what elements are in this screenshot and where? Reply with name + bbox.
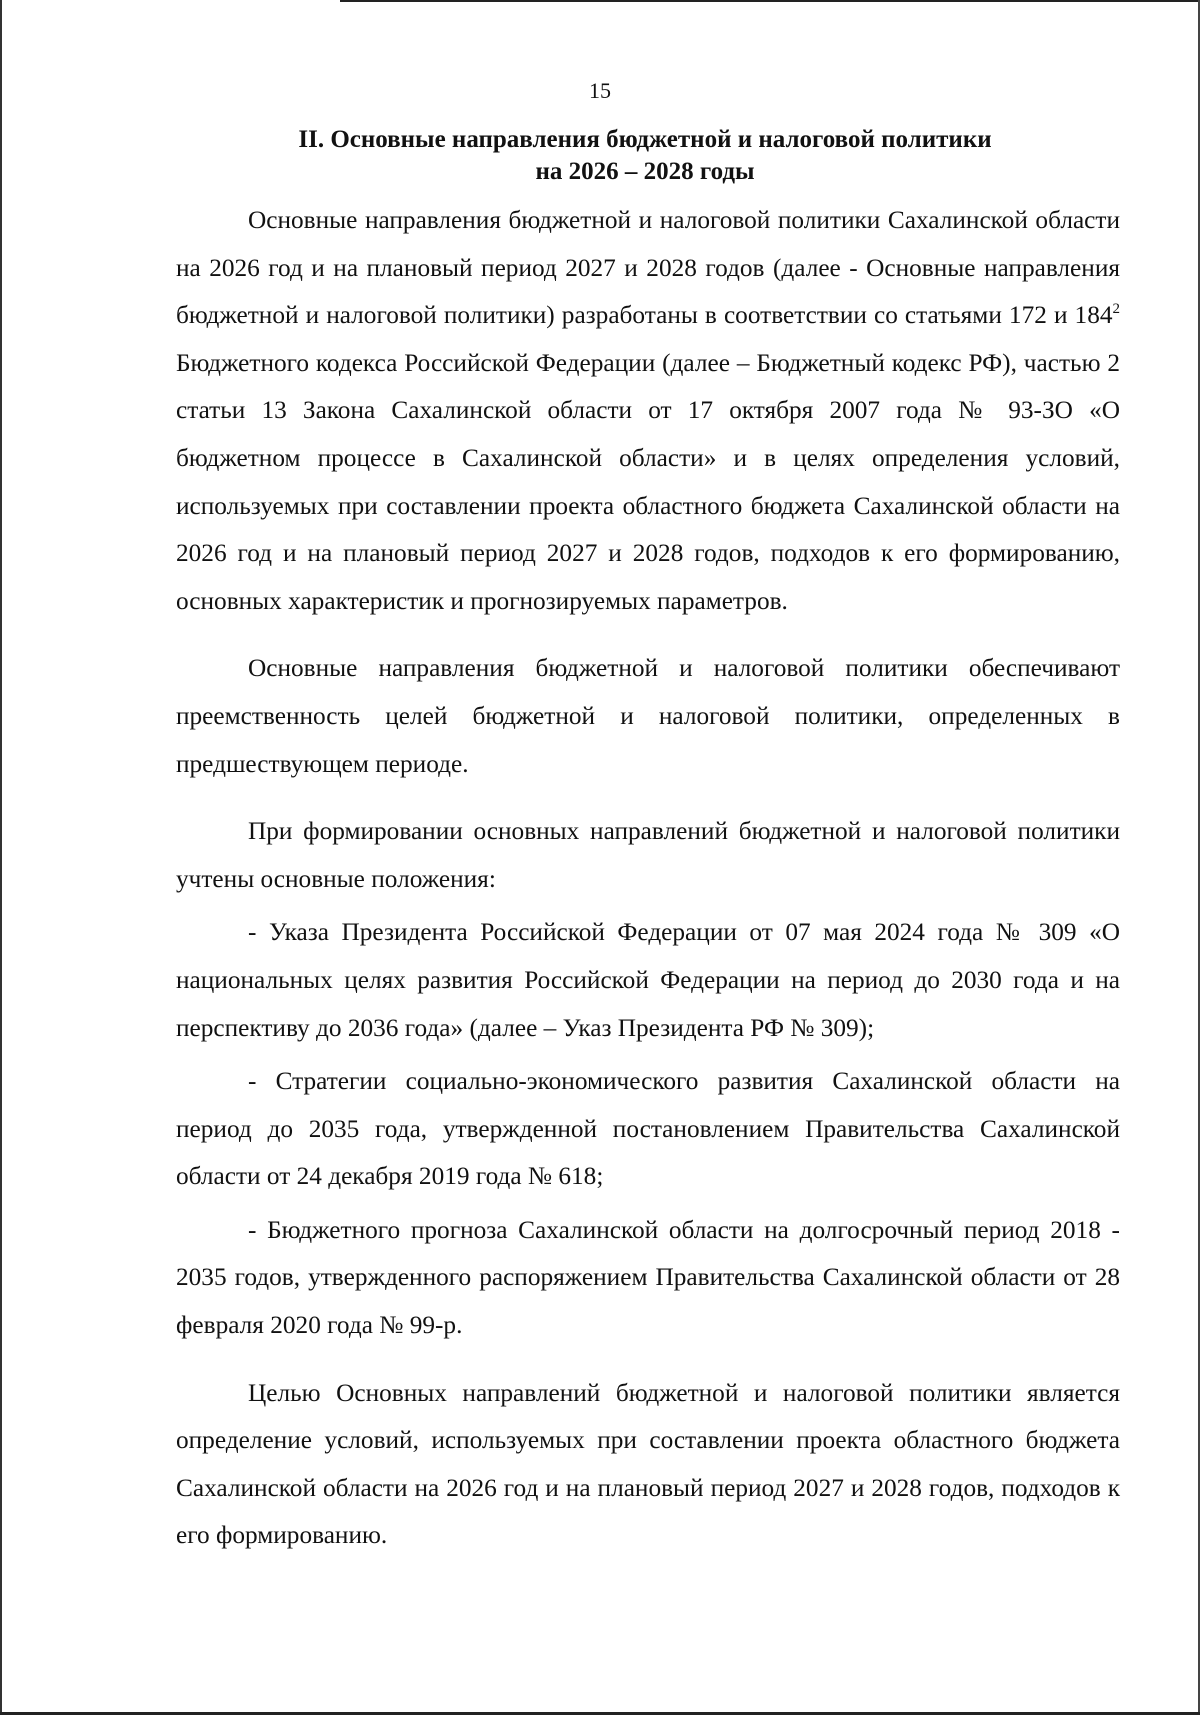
page-number: 15	[589, 78, 611, 103]
list-item-presidential-decree: - Указа Президента Российской Федерации от 07 мая 2024 года № 309 «О национальных целях развития Российской Федерации на период до 2030 года и на перспективу до 2036 года» (далее – Указ Президента РФ № 309);	[176, 918, 1120, 1042]
section-heading-line-1: II. Основные направления бюджетной и налоговой политики	[298, 126, 992, 153]
scan-border-top	[340, 0, 1200, 2]
list-item-budget-forecast: - Бюджетного прогноза Сахалинской области на долгосрочный период 2018 - 2035 годов, утвержденного распоряжением Правительства Сахалинской области от 28 февраля 2020 года № 99-р.	[176, 1215, 1120, 1340]
paragraph-goal: Целью Основных направлений бюджетной и налоговой политики является определение условий, используемых при составлении проекта областного бюджета Сахалинской области на 2026 год и на плановый период 2027 и 2028 годов, подходов к его формированию.	[176, 1378, 1120, 1550]
scan-border-left	[0, 0, 2, 1715]
paragraph-purpose-basis-text-b: Бюджетного кодекса Российской Федерации (далее – Бюджетный кодекс РФ), частью 2 статьи 13 Закона Сахалинской области от 17 октября 2007 года № 93-ЗО «О бюджетном процессе в Сахалинской области» и в целях определения условий, используемых при составлении проекта областного бюджета Сахалинской области на 2026 год и на плановый период 2027 и 2028 годов, подходов к его формированию, основных характеристик и прогнозируемых параметров.	[176, 348, 1120, 615]
article-superscript: 2	[1112, 301, 1120, 318]
paragraph-purpose-basis	[176, 197, 1120, 625]
section-heading	[170, 124, 1120, 188]
document-body	[176, 197, 1120, 1560]
section-heading-line-2: на 2026 – 2028 годы	[535, 158, 755, 185]
paragraph-continuity: Основные направления бюджетной и налоговой политики обеспечивают преемственность целей бюджетной и налоговой политики, определенных в предшествующем периоде.	[176, 654, 1120, 778]
paragraph-provisions-intro: При формировании основных направлений бюджетной и налоговой политики учтены основные положения:	[176, 817, 1120, 893]
list-item-development-strategy: - Стратегии социально-экономического развития Сахалинской области на период до 2035 года, утвержденной постановлением Правительства Сахалинской области от 24 декабря 2019 года № 618;	[176, 1067, 1120, 1191]
paragraph-purpose-basis-text-a: Основные направления бюджетной и налоговой политики Сахалинской области на 2026 год и на плановый период 2027 и 2028 годов (далее - Основные направления бюджетной и налоговой политики) разработаны в соответствии со статьями 172 и 184	[176, 206, 1120, 330]
